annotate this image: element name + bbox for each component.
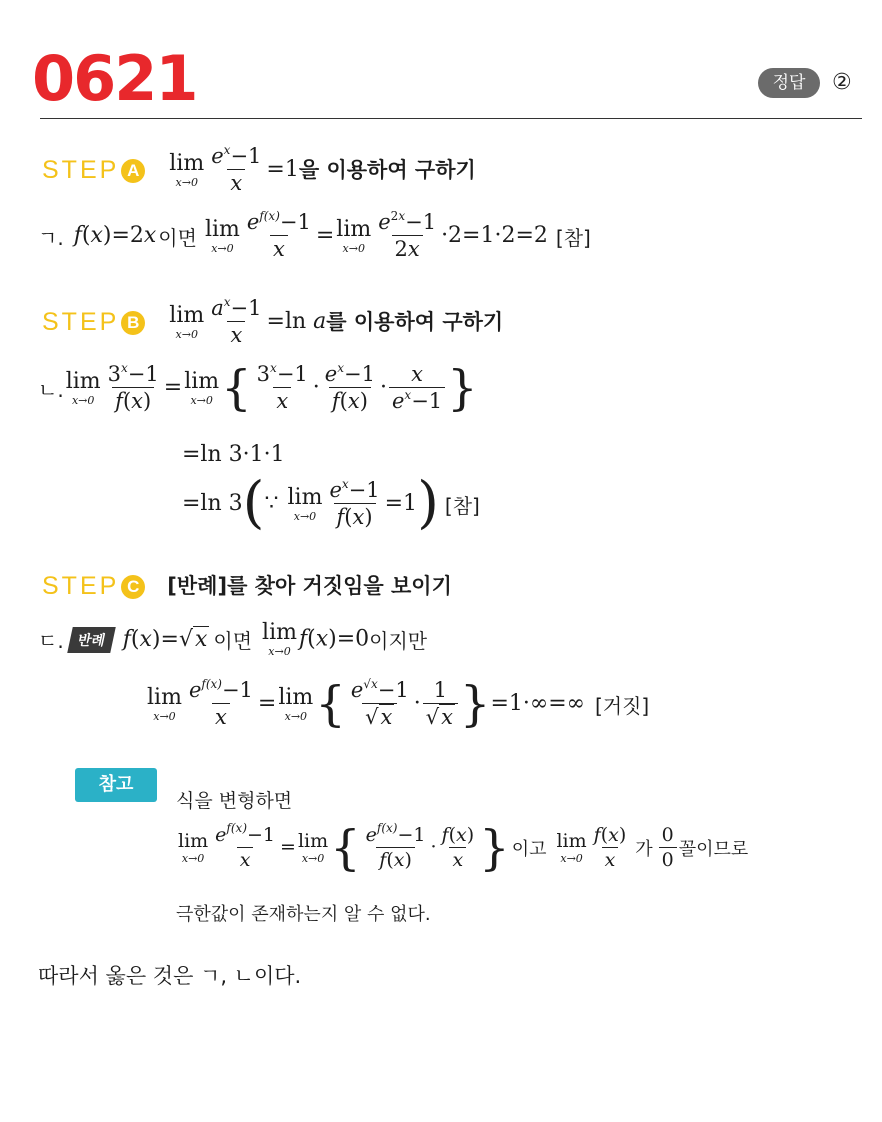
step-label: STEP A (42, 158, 145, 183)
note-is: 가 (635, 839, 653, 860)
step-c-body-line2: lim x→0 $\frac{e^{f(x)}-1}{x}$ = lim x→0 { $\frac{e^{√x}-1}{√x}$ · $\frac{1}{√x}$ }=1·∞=∞ [거짓] (147, 675, 650, 732)
question-number: 0621 (32, 42, 197, 115)
step-b-body-line2: =ln 3·1·1 (182, 442, 285, 467)
conclusion: 따라서 옳은 것은 ㄱ, ㄴ이다. (38, 964, 302, 988)
note-line2: lim x→0 $\frac{e^{f(x)}-1}{x}$ = lim x→0 { $\frac{e^{f(x)}-1}{f(x)}$ · $\frac{f(x)}{x}$ } 이고 lim x→0 $\frac{f(x)}{x}$ 가 $\frac{0}{0}$ 꼴이므로 (178, 819, 749, 876)
step-b-heading (42, 295, 504, 347)
step-a-title: 을 이용하여 구하기 (298, 157, 476, 182)
result-true: [참] (555, 225, 591, 250)
result-false: [거짓] (594, 693, 650, 718)
note-line3: 극한값이 존재하는지 알 수 없다. (176, 904, 431, 925)
step-letter: A (121, 159, 145, 183)
counterexample-badge: 반례 (67, 627, 116, 653)
step-b-body-line1: ㄴ. lim x→0 $\frac{3^x-1}{f(x)}$ = lim x→0 { $\frac{3^x-1}{x}$ · $\frac{e^x-1}{f(x)}$ · $\frac{x}{e^x-1}$ } (38, 359, 478, 416)
item-label: ㄱ. (38, 225, 64, 250)
answer-badge: 정답 (758, 68, 820, 98)
note-form: 꼴이므로 (678, 839, 749, 860)
result-true: [참] (444, 493, 480, 518)
step-c-body-line1: ㄷ. 반례 f(x)=√x 이면 lim x→0 f(x)=0 이지만 (38, 620, 428, 658)
step-c-heading (42, 574, 452, 599)
step-label: STEP B (42, 310, 145, 335)
note-line1: 식을 변형하면 (176, 790, 293, 812)
step-b-title: 를 이용하여 구하기 (326, 309, 504, 334)
step-a-formula: lim x→0 $\frac{e^x-1}{x}$ =1 (169, 143, 299, 195)
item-label: ㄷ. (38, 629, 64, 653)
step-letter: B (121, 311, 145, 335)
step-label: STEP C (42, 574, 145, 599)
step-c-title: [반례]를 찾아 거짓임을 보이기 (167, 574, 452, 598)
item-label: ㄴ. (38, 377, 64, 402)
note-tag: 참고 (75, 768, 157, 802)
step-b-body-line3: =ln 3(∵ lim x→0 $\frac{e^x-1}{f(x)}$ =1) [참] (182, 470, 480, 536)
ifthen-text: 이면 (213, 629, 253, 653)
answer-value: ② (832, 70, 852, 95)
step-b-formula: lim x→0 $\frac{a^x-1}{x}$ =ln a (169, 295, 327, 347)
ifthen-text: 이면 (158, 225, 197, 250)
step-a-body: ㄱ. f(x)=2x 이면 lim x→0 $\frac{e^{f(x)}-1}{x}$ = lim x→0 $\frac{e^{2x}-1}{2x}$ ·2=1·2=2 [참] (38, 209, 591, 261)
but-text: 이지만 (369, 629, 428, 653)
header-divider (40, 118, 862, 119)
step-a-heading (42, 143, 476, 195)
note-and: 이고 (511, 839, 547, 860)
step-letter: C (121, 575, 145, 599)
